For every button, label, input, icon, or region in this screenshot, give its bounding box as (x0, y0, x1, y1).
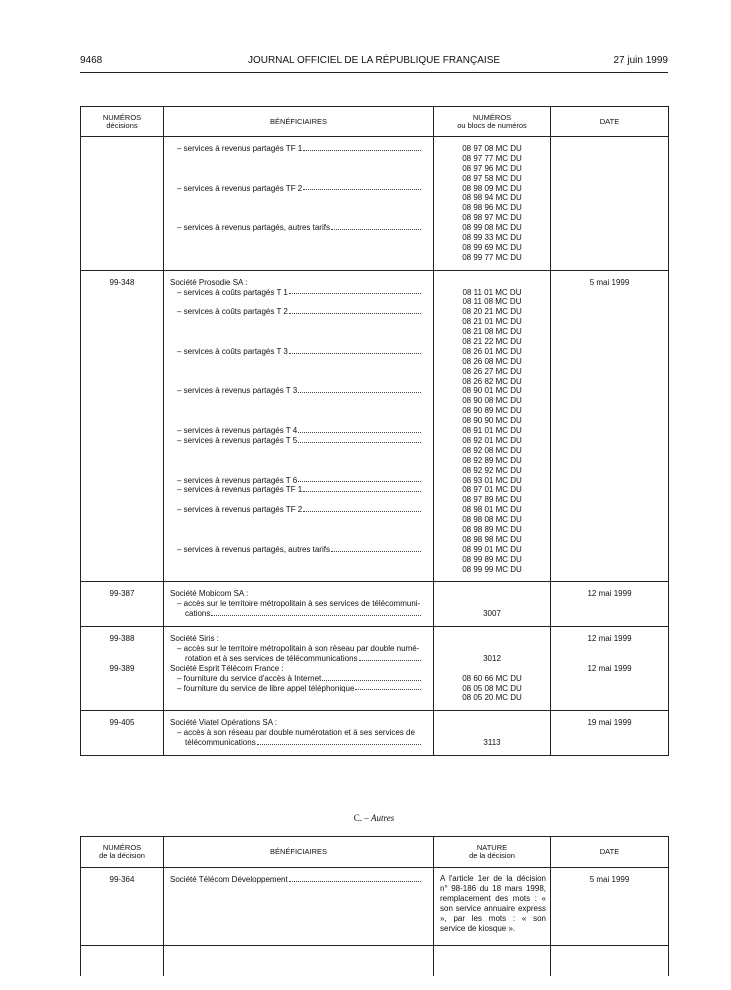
beneficiaire-line: – fourniture du service de libre appel téléphonique (164, 684, 433, 694)
beneficiaire-line (164, 466, 433, 476)
beneficiaires-cell (164, 627, 434, 711)
numero-line: 08 92 89 MC DU (462, 455, 522, 465)
numero-line (434, 728, 550, 738)
numero-line: 08 26 08 MC DU (462, 356, 522, 366)
beneficiaire-line (164, 337, 433, 347)
numero-line: 08 90 01 MC DU (462, 386, 522, 396)
decision-cell: 99-387 (81, 582, 164, 627)
date-cell: 12 mai 1999 12 mai 1999 (551, 627, 669, 711)
col-header-beneficiaires: BÉNÉFICIAIRES (164, 107, 434, 137)
numero-line: 08 93 01 MC DU (462, 475, 522, 485)
beneficiaire-line: – services à revenus partagés TF 2 (164, 505, 433, 515)
issue-date: 27 juin 1999 (613, 55, 668, 66)
numero-line: 08 92 08 MC DU (462, 445, 522, 455)
date-cell: 12 mai 1999 (551, 582, 669, 627)
numero-line: 08 99 01 MC DU (462, 544, 522, 554)
beneficiaire-line: – services à revenus partagés T 4 (164, 426, 433, 436)
table-row (81, 627, 669, 711)
numero-line: 08 98 98 MC DU (462, 534, 522, 544)
beneficiaire-line (164, 317, 433, 327)
numeros-cell (434, 711, 551, 756)
numero-line: 08 21 22 MC DU (462, 337, 522, 347)
numero-line: 08 90 90 MC DU (462, 416, 522, 426)
numero-line: 08 97 96 MC DU (462, 163, 522, 173)
table-row (81, 582, 669, 627)
numero-line: 08 92 01 MC DU (462, 435, 522, 445)
table-row (81, 868, 669, 946)
beneficiaire-line (164, 213, 433, 223)
numeros-cell (434, 627, 551, 711)
table-row (81, 270, 669, 582)
beneficiaire-line (164, 495, 433, 505)
numero-line: 08 98 01 MC DU (462, 505, 522, 515)
numero-line: 08 98 97 MC DU (462, 213, 522, 223)
numero-line: 08 05 08 MC DU (462, 683, 522, 693)
beneficiaire-line (164, 456, 433, 466)
autres-table (80, 836, 669, 976)
col-header-beneficiaires: BÉNÉFICIAIRES (164, 837, 434, 868)
numero-line (434, 278, 550, 288)
numero-line (434, 589, 550, 599)
beneficiaire-line: – accès à son réseau par double numérotation et à ses services de (177, 728, 415, 738)
numeros-cell (434, 582, 551, 627)
beneficiaire-line (164, 297, 433, 307)
numero-line (434, 644, 550, 654)
beneficiaire-line: – services à revenus partagés, autres tarifs (164, 545, 433, 555)
decision-cell (81, 137, 164, 271)
beneficiaire-line: – services à revenus partagés T 3 (164, 386, 433, 396)
beneficiaire-line: – fourniture du service d'accès à Internet (164, 674, 433, 684)
beneficiaire-line: – services à coûts partagés T 3 (164, 347, 433, 357)
beneficiaire-line (164, 193, 433, 203)
beneficiaire-line (164, 565, 433, 575)
numero-line: 08 97 58 MC DU (462, 173, 522, 183)
numero-line: 08 21 01 MC DU (462, 317, 522, 327)
beneficiaire-cell: Société Télécom Développement (164, 868, 434, 946)
date-cell: 19 mai 1999 (551, 711, 669, 756)
beneficiaire-line (164, 555, 433, 565)
decisions-table (80, 106, 669, 756)
numero-line: 08 97 08 MC DU (462, 144, 522, 153)
beneficiaire-line: – services à revenus partagés TF 1 (164, 144, 433, 154)
page-number: 9468 (80, 55, 103, 66)
beneficiaire-line (164, 377, 433, 387)
numero-line: 08 97 01 MC DU (462, 485, 522, 495)
date-cell: 5 mai 1999 (551, 270, 669, 582)
beneficiaire-line: rotation et à ses services de télécommunications (164, 654, 433, 664)
numero-line (434, 634, 550, 644)
numero-line: 08 99 99 MC DU (462, 564, 522, 574)
numero-line: 08 97 89 MC DU (462, 495, 522, 505)
numero-line: 08 20 21 MC DU (462, 307, 522, 317)
beneficiaires-cell (164, 270, 434, 582)
beneficiaire-line (164, 243, 433, 253)
beneficiaire-line: – services à coûts partagés T 2 (164, 307, 433, 317)
beneficiaire-line: – accès sur le territoire métropolitain à ses services de télécommuni- (177, 599, 421, 609)
numero-line: 08 98 09 MC DU (462, 183, 522, 193)
beneficiaire-line: Société Prosodie SA : (170, 277, 248, 287)
beneficiaire-line: – accès sur le territoire métropolitain à son réseau par double numé- (177, 643, 420, 653)
section-c-caption: C. – Autres (353, 813, 395, 823)
numero-line: 08 05 20 MC DU (462, 693, 522, 703)
beneficiaire-line (164, 154, 433, 164)
numero-line: 08 11 08 MC DU (462, 297, 522, 307)
numero-line: 08 99 08 MC DU (462, 223, 522, 233)
numero-line: 08 97 77 MC DU (462, 153, 522, 163)
numero-line: 08 26 82 MC DU (462, 376, 522, 386)
decision-cell: 99-405 (81, 711, 164, 756)
beneficiaires-cell (164, 582, 434, 627)
numero-line: 3012 (483, 653, 501, 663)
beneficiaire-line (164, 164, 433, 174)
beneficiaire-line (164, 357, 433, 367)
beneficiaire-line (164, 203, 433, 213)
numero-line: 08 99 77 MC DU (462, 252, 522, 262)
beneficiaire-line: Société Mobicom SA : (170, 589, 249, 599)
beneficiaire-line: – services à revenus partagés TF 1 (164, 485, 433, 495)
page-header (80, 55, 668, 71)
decision-cell: 99-348 (81, 270, 164, 582)
numero-line: 08 26 01 MC DU (462, 346, 522, 356)
beneficiaire-line (164, 693, 433, 703)
numero-line: 08 11 01 MC DU (462, 287, 522, 297)
beneficiaire-line: Société Esprit Télécom France : (170, 663, 284, 673)
col-header-date: DATE (551, 837, 669, 868)
decision-cell: 99-364 (81, 868, 164, 946)
header-rule (80, 72, 668, 73)
beneficiaire-line (164, 525, 433, 535)
numero-line (434, 599, 550, 609)
table-row (81, 137, 669, 271)
numero-line: 08 90 89 MC DU (462, 406, 522, 416)
numero-line: 08 91 01 MC DU (462, 426, 522, 436)
beneficiaire-line (164, 515, 433, 525)
numero-line: 08 90 08 MC DU (462, 396, 522, 406)
nature-cell: A l'article 1er de la décision n° 98-186 du 18 mars 1998, remplacement des mots : « son service annuaire express », par les mots : « son service de kiosque ». (434, 868, 551, 946)
date-cell (551, 137, 669, 271)
beneficiaire-line: – services à revenus partagés TF 2 (164, 184, 433, 194)
date-cell: 5 mai 1999 (551, 868, 669, 946)
beneficiaire-line (164, 416, 433, 426)
beneficiaire-line: – services à revenus partagés T 5 (164, 436, 433, 446)
numero-line (434, 664, 550, 674)
col-header-numeros: NUMÉROS ou blocs de numéros (434, 107, 551, 137)
numero-line: 3113 (483, 738, 501, 748)
numero-line: 08 21 08 MC DU (462, 327, 522, 337)
col-header-nature: NATURE de la décision (434, 837, 551, 868)
beneficiaire-line (164, 327, 433, 337)
numero-line: 08 99 69 MC DU (462, 242, 522, 252)
numero-line: 08 99 89 MC DU (462, 554, 522, 564)
beneficiaire-line (164, 535, 433, 545)
numero-line: 08 60 66 MC DU (462, 673, 522, 683)
beneficiaire-line (164, 174, 433, 184)
decision-cell: 99-388 99-389 (81, 627, 164, 711)
col-header-decision: NUMÉROS de la décision (81, 837, 164, 868)
beneficiaire-line (164, 367, 433, 377)
beneficiaires-cell (164, 137, 434, 271)
beneficiaire-line: – services à coûts partagés T 1 (164, 288, 433, 298)
beneficiaire-line (164, 253, 433, 263)
beneficiaire-line: – services à revenus partagés, autres tarifs (164, 223, 433, 233)
table-row (81, 711, 669, 756)
numero-line: 08 98 96 MC DU (462, 203, 522, 213)
beneficiaire-line: cations (164, 609, 433, 619)
beneficiaire-line (164, 406, 433, 416)
beneficiaire-line: télécommunications (164, 738, 433, 748)
numero-line: 08 98 94 MC DU (462, 193, 522, 203)
numero-line (434, 718, 550, 728)
beneficiaire-line: Société Viatel Opérations SA : (170, 718, 278, 728)
beneficiaire-line: Société Siris : (170, 634, 219, 644)
numeros-cell (434, 270, 551, 582)
numero-line: 3007 (483, 609, 501, 619)
col-header-decisions: NUMÉROS décisions (81, 107, 164, 137)
col-header-date: DATE (551, 107, 669, 137)
numero-line: 08 26 27 MC DU (462, 366, 522, 376)
beneficiaires-cell (164, 711, 434, 756)
beneficiaire-line (164, 233, 433, 243)
numeros-cell (434, 137, 551, 271)
beneficiaire-line: – services à revenus partagés T 6 (164, 476, 433, 486)
numero-line: 08 98 08 MC DU (462, 515, 522, 525)
numero-line: 08 98 89 MC DU (462, 524, 522, 534)
numero-line: 08 92 92 MC DU (462, 465, 522, 475)
beneficiaire-line (164, 396, 433, 406)
numero-line: 08 99 33 MC DU (462, 233, 522, 243)
beneficiaire-line (164, 446, 433, 456)
journal-title: JOURNAL OFFICIEL DE LA RÉPUBLIQUE FRANÇAISE (247, 55, 501, 66)
